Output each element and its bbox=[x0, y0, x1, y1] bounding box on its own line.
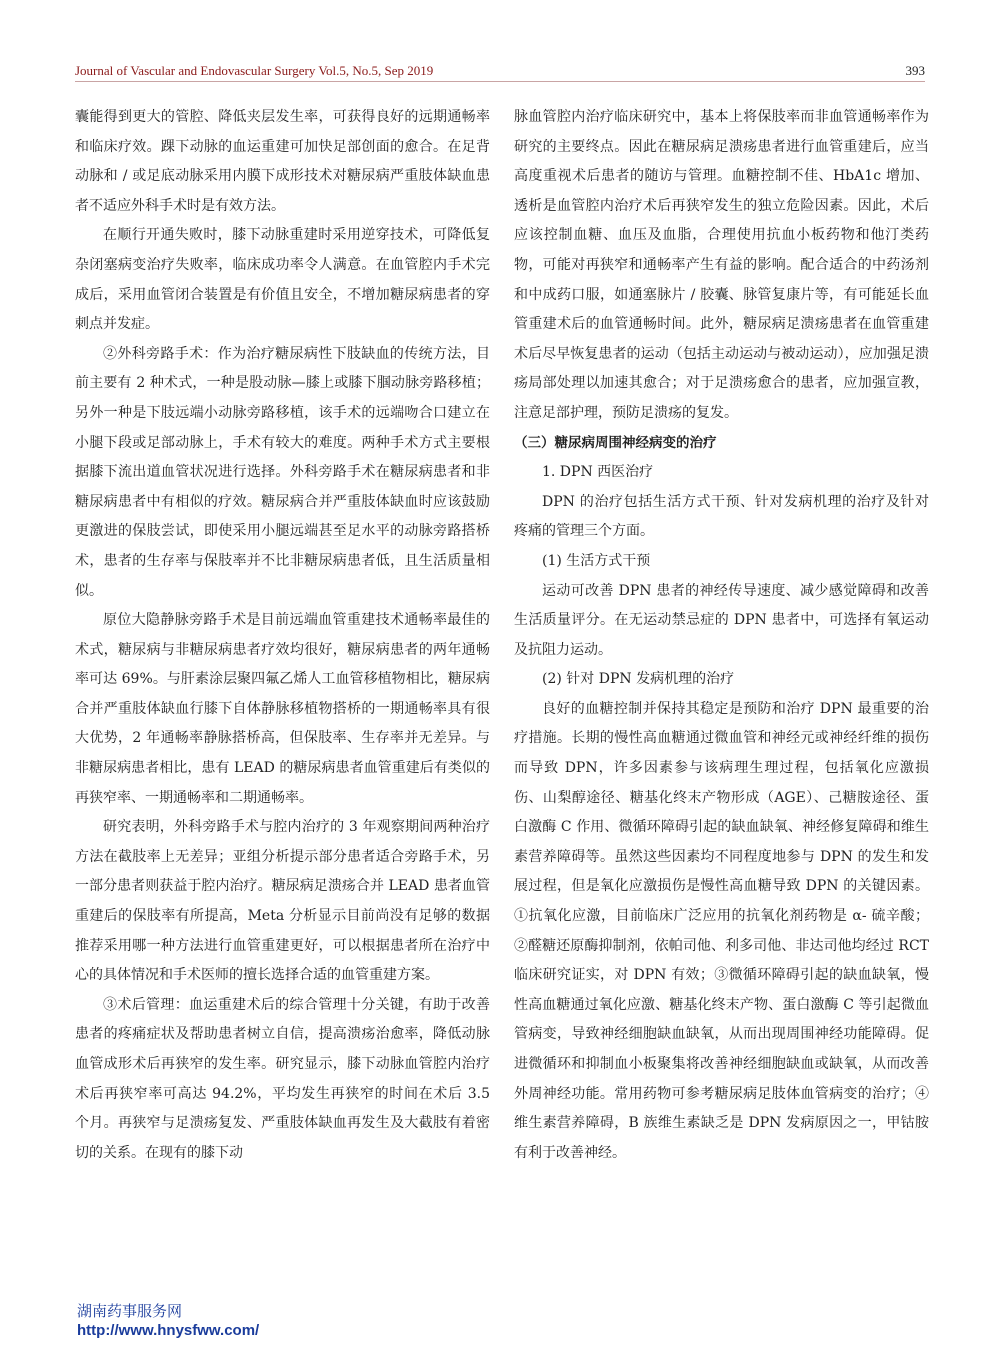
footer-url-link[interactable]: http://www.hnysfww.com/ bbox=[77, 1322, 260, 1339]
right-column bbox=[514, 103, 929, 1168]
paragraph: 囊能得到更大的管腔、降低夹层发生率，可获得良好的远期通畅率和临床疗效。踝下动脉的血运重建可加快足部创面的愈合。在足背动脉和 / 或足底动脉采用内膜下成形技术对糖尿病严重肢体缺血患者不适应外科手术时是有效方法。 bbox=[75, 109, 490, 214]
paragraph: 1. DPN 西医治疗 bbox=[542, 464, 654, 481]
page-number: 393 bbox=[905, 63, 925, 78]
paragraph: ③术后管理：血运重建术后的综合管理十分关键，有助于改善患者的疼痛症状及帮助患者树立自信，提高溃疡治愈率，降低动脉血管成形术后再狭窄的发生率。研究显示，膝下动脉血管腔内治疗术后再狭窄率可高达 94.2%，平均发生再狭窄的时间在术后 3.5 个月。再狭窄与足溃疡复发、严重肢体缺血再发生及大截肢有着密切的关系。在现有的膝下动 bbox=[75, 996, 490, 1161]
paragraph: 研究表明，外科旁路手术与腔内治疗的 3 年观察期间两种治疗方法在截肢率上无差异；亚组分析提示部分患者适合旁路手术，另一部分患者则获益于腔内治疗。糖尿病足溃疡合并 LEAD 患者血管重建后的保肢率有所提高，Meta 分析显示目前尚没有足够的数据推荐采用哪一种方法进行血管重建更好，可以根据患者所在治疗中心的具体情况和手术医师的擅长选择合适的血管重建方案。 bbox=[75, 819, 490, 984]
journal-citation: Journal of Vascular and Endovascular Surgery Vol.5, No.5, Sep 2019 bbox=[75, 63, 434, 78]
paragraph: 运动可改善 DPN 患者的神经传导速度、减少感觉障碍和改善生活质量评分。在无运动禁忌症的 DPN 患者中，可选择有氧运动及抗阻力运动。 bbox=[514, 582, 929, 658]
paragraph: DPN 的治疗包括生活方式干预、针对发病机理的治疗及针对疼痛的管理三个方面。 bbox=[514, 493, 929, 540]
paragraph: 原位大隐静脉旁路手术是目前远端血管重建技术通畅率最佳的术式，糖尿病与非糖尿病患者疗效均很好，糖尿病患者的两年通畅率可达 69%。与肝素涂层聚四氟乙烯人工血管移植物相比，糖尿病合并严重肢体缺血行膝下自体静脉移植物搭桥的一期通畅率具有很大优势，2 年通畅率静脉搭桥高，但保肢率、生存率并无差异。与非糖尿病患者相比，患有 LEAD 的糖尿病患者血管重建后有类似的再狭窄率、一期通畅率和二期通畅率。 bbox=[75, 612, 490, 806]
paragraph: 在顺行开通失败时，膝下动脉重建时采用逆穿技术，可降低复杂闭塞病变治疗失败率，临床成功率令人满意。在血管腔内手术完成后，采用血管闭合装置是有价值且安全，不增加糖尿病患者的穿刺点并发症。 bbox=[75, 227, 490, 333]
section-heading: （三）糖尿病周围神经病变的治疗 bbox=[514, 434, 717, 451]
paragraph: (2) 针对 DPN 发病机理的治疗 bbox=[542, 671, 735, 688]
paragraph: 良好的血糖控制并保持其稳定是预防和治疗 DPN 最重要的治疗措施。长期的慢性高血糖通过微血管和神经元或神经纤维的损伤而导致 DPN，许多因素参与该病理生理过程，包括氧化应激损伤、山梨醇途径、糖基化终末产物形成（AGE）、己糖胺途径、蛋白激酶 C 作用、微循环障碍引起的缺血缺氧、神经修复障碍和维生素营养障碍等。虽然这些因素均不同程度地参与 DPN 的发生和发展过程，但是氧化应激损伤是慢性高血糖导致 DPN 的关键因素。①抗氧化应激，目前临床广泛应用的抗氧化剂药物是 α- 硫辛酸；②醛糖还原酶抑制剂，依帕司他、利多司他、非达司他均经过 RCT 临床研究证实，对 DPN 有效；③微循环障碍引起的缺血缺氧，慢性高血糖通过氧化应激、糖基化终末产物、蛋白激酶 C 等引起微血管病变，导致神经细胞缺血缺氧，从而出现周围神经功能障碍。促进微循环和抑制血小板聚集将改善神经细胞缺血或缺氧，从而改善外周神经功能。常用药物可参考糖尿病足肢体血管病变的治疗；④维生素营养障碍，B 族维生素缺乏是 DPN 发病原因之一，甲钴胺有利于改善神经。 bbox=[514, 700, 929, 1161]
paragraph: ②外科旁路手术：作为治疗糖尿病性下肢缺血的传统方法，目前主要有 2 种术式，一种是股动脉—膝上或膝下腘动脉旁路移植；另外一种是下肢远端小动脉旁路移植，该手术的远端吻合口建立在小腿下段或足部动脉上，手术有较大的难度。两种手术方式主要根据膝下流出道血管状况进行选择。外科旁路手术在糖尿病患者和非糖尿病患者中有相似的疗效。糖尿病合并严重肢体缺血时应该鼓励更激进的保肢尝试，即使采用小腿远端甚至足水平的动脉旁路搭桥术，患者的生存率与保肢率并不比非糖尿病患者低，且生活质量相似。 bbox=[75, 345, 490, 599]
running-header bbox=[75, 63, 925, 82]
paragraph: 脉血管腔内治疗临床研究中，基本上将保肢率而非血管通畅率作为研究的主要终点。因此在糖尿病足溃疡患者进行血管重建后，应当高度重视术后患者的随访与管理。血糖控制不佳、HbA1c 增加、透析是血管腔内治疗术后再狭窄发生的独立危险因素。因此，术后应该控制血糖、血压及血脂，合理使用抗血小板药物和他汀类药物，可能对再狭窄和通畅率产生有益的影响。配合适合的中药汤剂和中成药口服，如通塞脉片 / 胶囊、脉管复康片等，有可能延长血管重建术后的血管通畅时间。此外，糖尿病足溃疡患者在血管重建术后尽早恢复患者的运动（包括主动运动与被动运动），应加强足溃疡局部处理以加速其愈合；对于足溃疡愈合的患者，应加强宣教，注意足部护理，预防足溃疡的复发。 bbox=[514, 109, 929, 421]
paragraph: (1) 生活方式干预 bbox=[542, 552, 651, 569]
footer-site-name: 湖南药事服务网 bbox=[77, 1302, 183, 1320]
footer bbox=[77, 1302, 259, 1340]
left-column bbox=[75, 103, 490, 1168]
